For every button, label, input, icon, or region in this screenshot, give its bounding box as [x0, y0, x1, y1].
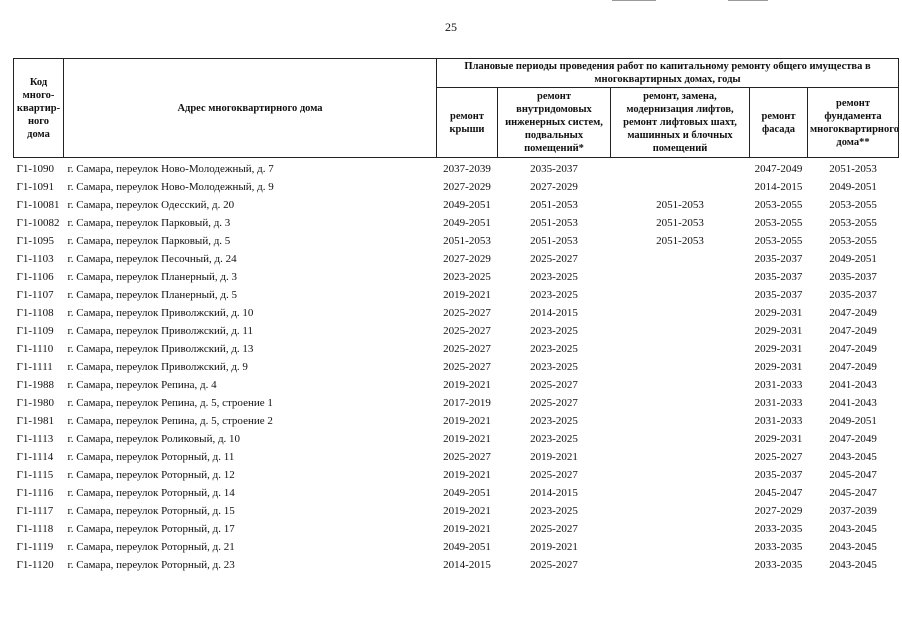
cell-systems: 2023-2025 [530, 361, 578, 373]
cell-systems: 2025-2027 [530, 559, 578, 571]
cell-address: г. Самара, переулок Репина, д. 5, строение 1 [67, 397, 273, 409]
cell-roof: 2019-2021 [443, 433, 491, 445]
cell-facade: 2035-2037 [754, 253, 803, 265]
header-foundation: ремонт фундамента многоквартирного дома** [808, 88, 899, 158]
cell-foundation: 2049-2051 [829, 181, 877, 193]
cell-systems: 2023-2025 [530, 289, 578, 301]
cell-elevators [611, 358, 750, 376]
cell-foundation: 2049-2051 [829, 415, 877, 427]
cell-systems: 2035-2037 [530, 163, 578, 175]
table-row [14, 178, 899, 196]
cell-code: Г1-1115 [16, 469, 54, 481]
cell-roof: 2049-2051 [443, 199, 491, 211]
cell-address: г. Самара, переулок Роторный, д. 12 [67, 469, 235, 481]
cell-facade: 2033-2035 [754, 559, 803, 571]
cell-roof: 2025-2027 [443, 361, 491, 373]
cell-code: Г1-1980 [16, 397, 55, 409]
cell-foundation: 2047-2049 [829, 325, 877, 337]
cell-elevators [611, 448, 750, 466]
cell-address: г. Самара, переулок Приволжский, д. 10 [67, 307, 254, 319]
cell-code: Г1-1118 [16, 523, 54, 535]
cell-foundation: 2047-2049 [829, 361, 877, 373]
cell-systems: 2023-2025 [530, 271, 578, 283]
table-row [14, 340, 899, 358]
table-row [14, 484, 899, 502]
cell-roof: 2037-2039 [443, 163, 491, 175]
scan-top-line [612, 0, 656, 1]
cell-facade: 2031-2033 [754, 415, 803, 427]
cell-roof: 2023-2025 [443, 271, 491, 283]
cell-roof: 2049-2051 [443, 487, 491, 499]
cell-roof: 2014-2015 [443, 559, 491, 571]
header-address: Адрес многоквартирного дома [64, 59, 437, 158]
cell-roof: 2025-2027 [443, 451, 491, 463]
cell-elevators [611, 250, 750, 268]
cell-address: г. Самара, переулок Ново-Молодежный, д. 7 [67, 163, 274, 175]
scan-top-line [728, 0, 768, 1]
cell-code: Г1-1107 [16, 289, 54, 301]
table-row [14, 376, 899, 394]
cell-roof: 2025-2027 [443, 307, 491, 319]
cell-foundation: 2041-2043 [829, 397, 877, 409]
cell-address: г. Самара, переулок Роторный, д. 21 [67, 541, 235, 553]
cell-foundation: 2049-2051 [829, 253, 877, 265]
cell-elevators [611, 556, 750, 574]
cell-foundation: 2045-2047 [829, 469, 877, 481]
header-code: Код много-квартир-ного дома [14, 59, 64, 158]
cell-roof: 2019-2021 [443, 469, 491, 481]
cell-systems: 2023-2025 [530, 505, 578, 517]
cell-code: Г1-1110 [16, 343, 54, 355]
cell-elevators [611, 158, 750, 179]
cell-roof: 2049-2051 [443, 217, 491, 229]
cell-code: Г1-1120 [16, 559, 54, 571]
cell-code: Г1-1103 [16, 253, 54, 265]
cell-elevators: 2051-2053 [656, 217, 704, 229]
table-row [14, 250, 899, 268]
cell-facade: 2029-2031 [754, 307, 803, 319]
cell-elevators [611, 430, 750, 448]
cell-roof: 2027-2029 [443, 253, 491, 265]
cell-address: г. Самара, переулок Песочный, д. 24 [67, 253, 237, 265]
cell-facade: 2033-2035 [754, 523, 803, 535]
cell-facade: 2029-2031 [754, 433, 803, 445]
cell-elevators [611, 286, 750, 304]
cell-systems: 2025-2027 [530, 469, 578, 481]
cell-address: г. Самара, переулок Роторный, д. 14 [67, 487, 235, 499]
cell-systems: 2014-2015 [530, 307, 578, 319]
cell-systems: 2014-2015 [530, 487, 578, 499]
cell-elevators [611, 520, 750, 538]
cell-facade: 2027-2029 [754, 505, 803, 517]
cell-code: Г1-1090 [16, 163, 55, 175]
cell-elevators [611, 178, 750, 196]
cell-address: г. Самара, переулок Роторный, д. 17 [67, 523, 235, 535]
cell-facade: 2031-2033 [754, 397, 803, 409]
cell-roof: 2019-2021 [443, 523, 491, 535]
cell-code: Г1-1091 [16, 181, 55, 193]
cell-elevators [611, 412, 750, 430]
table-row [14, 358, 899, 376]
table-header [14, 59, 899, 158]
table-row [14, 502, 899, 520]
cell-systems: 2051-2053 [530, 235, 578, 247]
cell-code: Г1-1095 [16, 235, 55, 247]
cell-foundation: 2053-2055 [829, 199, 877, 211]
cell-elevators [611, 340, 750, 358]
cell-systems: 2051-2053 [530, 199, 578, 211]
cell-foundation: 2035-2037 [829, 271, 877, 283]
cell-address: г. Самара, переулок Планерный, д. 5 [67, 289, 237, 301]
cell-facade: 2035-2037 [754, 271, 803, 283]
cell-facade: 2029-2031 [754, 343, 803, 355]
table-row [14, 268, 899, 286]
cell-address: г. Самара, переулок Роторный, д. 23 [67, 559, 235, 571]
cell-code: Г1-1988 [16, 379, 55, 391]
cell-facade: 2045-2047 [754, 487, 803, 499]
cell-address: г. Самара, переулок Парковый, д. 5 [67, 235, 231, 247]
table-row [14, 394, 899, 412]
cell-code: Г1-1116 [16, 487, 54, 499]
cell-facade: 2047-2049 [754, 163, 803, 175]
cell-systems: 2023-2025 [530, 415, 578, 427]
table-row [14, 538, 899, 556]
cell-code: Г1-1119 [16, 541, 54, 553]
header-roof: ремонт крыши [437, 88, 498, 158]
cell-foundation: 2037-2039 [829, 505, 877, 517]
cell-roof: 2019-2021 [443, 505, 491, 517]
cell-roof: 2019-2021 [443, 379, 491, 391]
cell-address: г. Самара, переулок Планерный, д. 3 [67, 271, 237, 283]
cell-address: г. Самара, переулок Приволжский, д. 11 [67, 325, 254, 337]
table-row [14, 412, 899, 430]
cell-facade: 2033-2035 [754, 541, 803, 553]
cell-facade: 2035-2037 [754, 289, 803, 301]
table-row [14, 556, 899, 574]
cell-foundation: 2051-2053 [829, 163, 877, 175]
cell-systems: 2019-2021 [530, 451, 578, 463]
cell-foundation: 2047-2049 [829, 343, 877, 355]
cell-address: г. Самара, переулок Ново-Молодежный, д. 9 [67, 181, 274, 193]
cell-code: Г1-1113 [16, 433, 54, 445]
table-row [14, 214, 899, 232]
cell-elevators [611, 466, 750, 484]
cell-foundation: 2043-2045 [829, 451, 877, 463]
cell-systems: 2025-2027 [530, 253, 578, 265]
cell-systems: 2019-2021 [530, 541, 578, 553]
table-row [14, 196, 899, 214]
cell-roof: 2019-2021 [443, 289, 491, 301]
cell-code: Г1-1111 [16, 361, 53, 373]
cell-elevators [611, 376, 750, 394]
table-row [14, 448, 899, 466]
cell-elevators [611, 538, 750, 556]
table-body [14, 158, 899, 575]
cell-code: Г1-1106 [16, 271, 54, 283]
cell-systems: 2023-2025 [530, 433, 578, 445]
header-group: Плановые периоды проведения работ по капитальному ремонту общего имущества в многоквартирных домах, годы [437, 59, 899, 88]
table-row [14, 430, 899, 448]
table-row [14, 286, 899, 304]
cell-elevators [611, 394, 750, 412]
cell-systems: 2027-2029 [530, 181, 578, 193]
table-row [14, 232, 899, 250]
header-elevators: ремонт, замена, модернизация лифтов, ремонт лифтовых шахт, машинных и блочных помещений [611, 88, 750, 158]
cell-roof: 2049-2051 [443, 541, 491, 553]
cell-code: Г1-1117 [16, 505, 54, 517]
cell-facade: 2053-2055 [754, 235, 803, 247]
cell-foundation: 2053-2055 [829, 217, 877, 229]
cell-elevators [611, 268, 750, 286]
cell-code: Г1-1981 [16, 415, 55, 427]
cell-roof: 2017-2019 [443, 397, 491, 409]
cell-foundation: 2047-2049 [829, 307, 877, 319]
cell-address: г. Самара, переулок Одесский, д. 20 [67, 199, 235, 211]
cell-code: Г1-10081 [16, 199, 60, 211]
cell-elevators [611, 322, 750, 340]
cell-facade: 2029-2031 [754, 361, 803, 373]
cell-foundation: 2045-2047 [829, 487, 877, 499]
header-facade: ремонт фасада [750, 88, 808, 158]
table-row [14, 466, 899, 484]
cell-foundation: 2043-2045 [829, 559, 877, 571]
cell-elevators [611, 484, 750, 502]
cell-foundation: 2053-2055 [829, 235, 877, 247]
table-row [14, 158, 899, 179]
cell-systems: 2023-2025 [530, 343, 578, 355]
cell-elevators [611, 502, 750, 520]
cell-foundation: 2041-2043 [829, 379, 877, 391]
cell-code: Г1-1108 [16, 307, 54, 319]
cell-facade: 2025-2027 [754, 451, 803, 463]
page-number: 25 [445, 20, 457, 34]
cell-systems: 2025-2027 [530, 379, 578, 391]
cell-elevators [611, 304, 750, 322]
cell-roof: 2051-2053 [443, 235, 491, 247]
cell-roof: 2019-2021 [443, 415, 491, 427]
cell-code: Г1-1109 [16, 325, 54, 337]
table-row [14, 322, 899, 340]
cell-roof: 2025-2027 [443, 343, 491, 355]
cell-address: г. Самара, переулок Роторный, д. 11 [67, 451, 235, 463]
cell-address: г. Самара, переулок Парковый, д. 3 [67, 217, 231, 229]
cell-roof: 2027-2029 [443, 181, 491, 193]
cell-facade: 2053-2055 [754, 199, 803, 211]
header-systems: ремонт внутридомовых инженерных систем, подвальных помещений* [498, 88, 611, 158]
cell-address: г. Самара, переулок Репина, д. 5, строение 2 [67, 415, 273, 427]
cell-address: г. Самара, переулок Роликовый, д. 10 [67, 433, 241, 445]
cell-systems: 2023-2025 [530, 325, 578, 337]
cell-address: г. Самара, переулок Приволжский, д. 9 [67, 361, 248, 373]
cell-systems: 2025-2027 [530, 397, 578, 409]
cell-systems: 2051-2053 [530, 217, 578, 229]
cell-address: г. Самара, переулок Роторный, д. 15 [67, 505, 235, 517]
cell-facade: 2031-2033 [754, 379, 803, 391]
cell-facade: 2035-2037 [754, 469, 803, 481]
cell-systems: 2025-2027 [530, 523, 578, 535]
cell-address: г. Самара, переулок Приволжский, д. 13 [67, 343, 254, 355]
cell-foundation: 2043-2045 [829, 523, 877, 535]
repair-schedule-table [13, 58, 899, 574]
cell-facade: 2029-2031 [754, 325, 803, 337]
table-row [14, 520, 899, 538]
cell-code: Г1-10082 [16, 217, 60, 229]
table-row [14, 304, 899, 322]
cell-elevators: 2051-2053 [656, 235, 704, 247]
cell-elevators: 2051-2053 [656, 199, 704, 211]
cell-facade: 2014-2015 [754, 181, 803, 193]
cell-foundation: 2047-2049 [829, 433, 877, 445]
cell-roof: 2025-2027 [443, 325, 491, 337]
cell-code: Г1-1114 [16, 451, 54, 463]
cell-address: г. Самара, переулок Репина, д. 4 [67, 379, 217, 391]
cell-facade: 2053-2055 [754, 217, 803, 229]
cell-foundation: 2035-2037 [829, 289, 877, 301]
cell-foundation: 2043-2045 [829, 541, 877, 553]
